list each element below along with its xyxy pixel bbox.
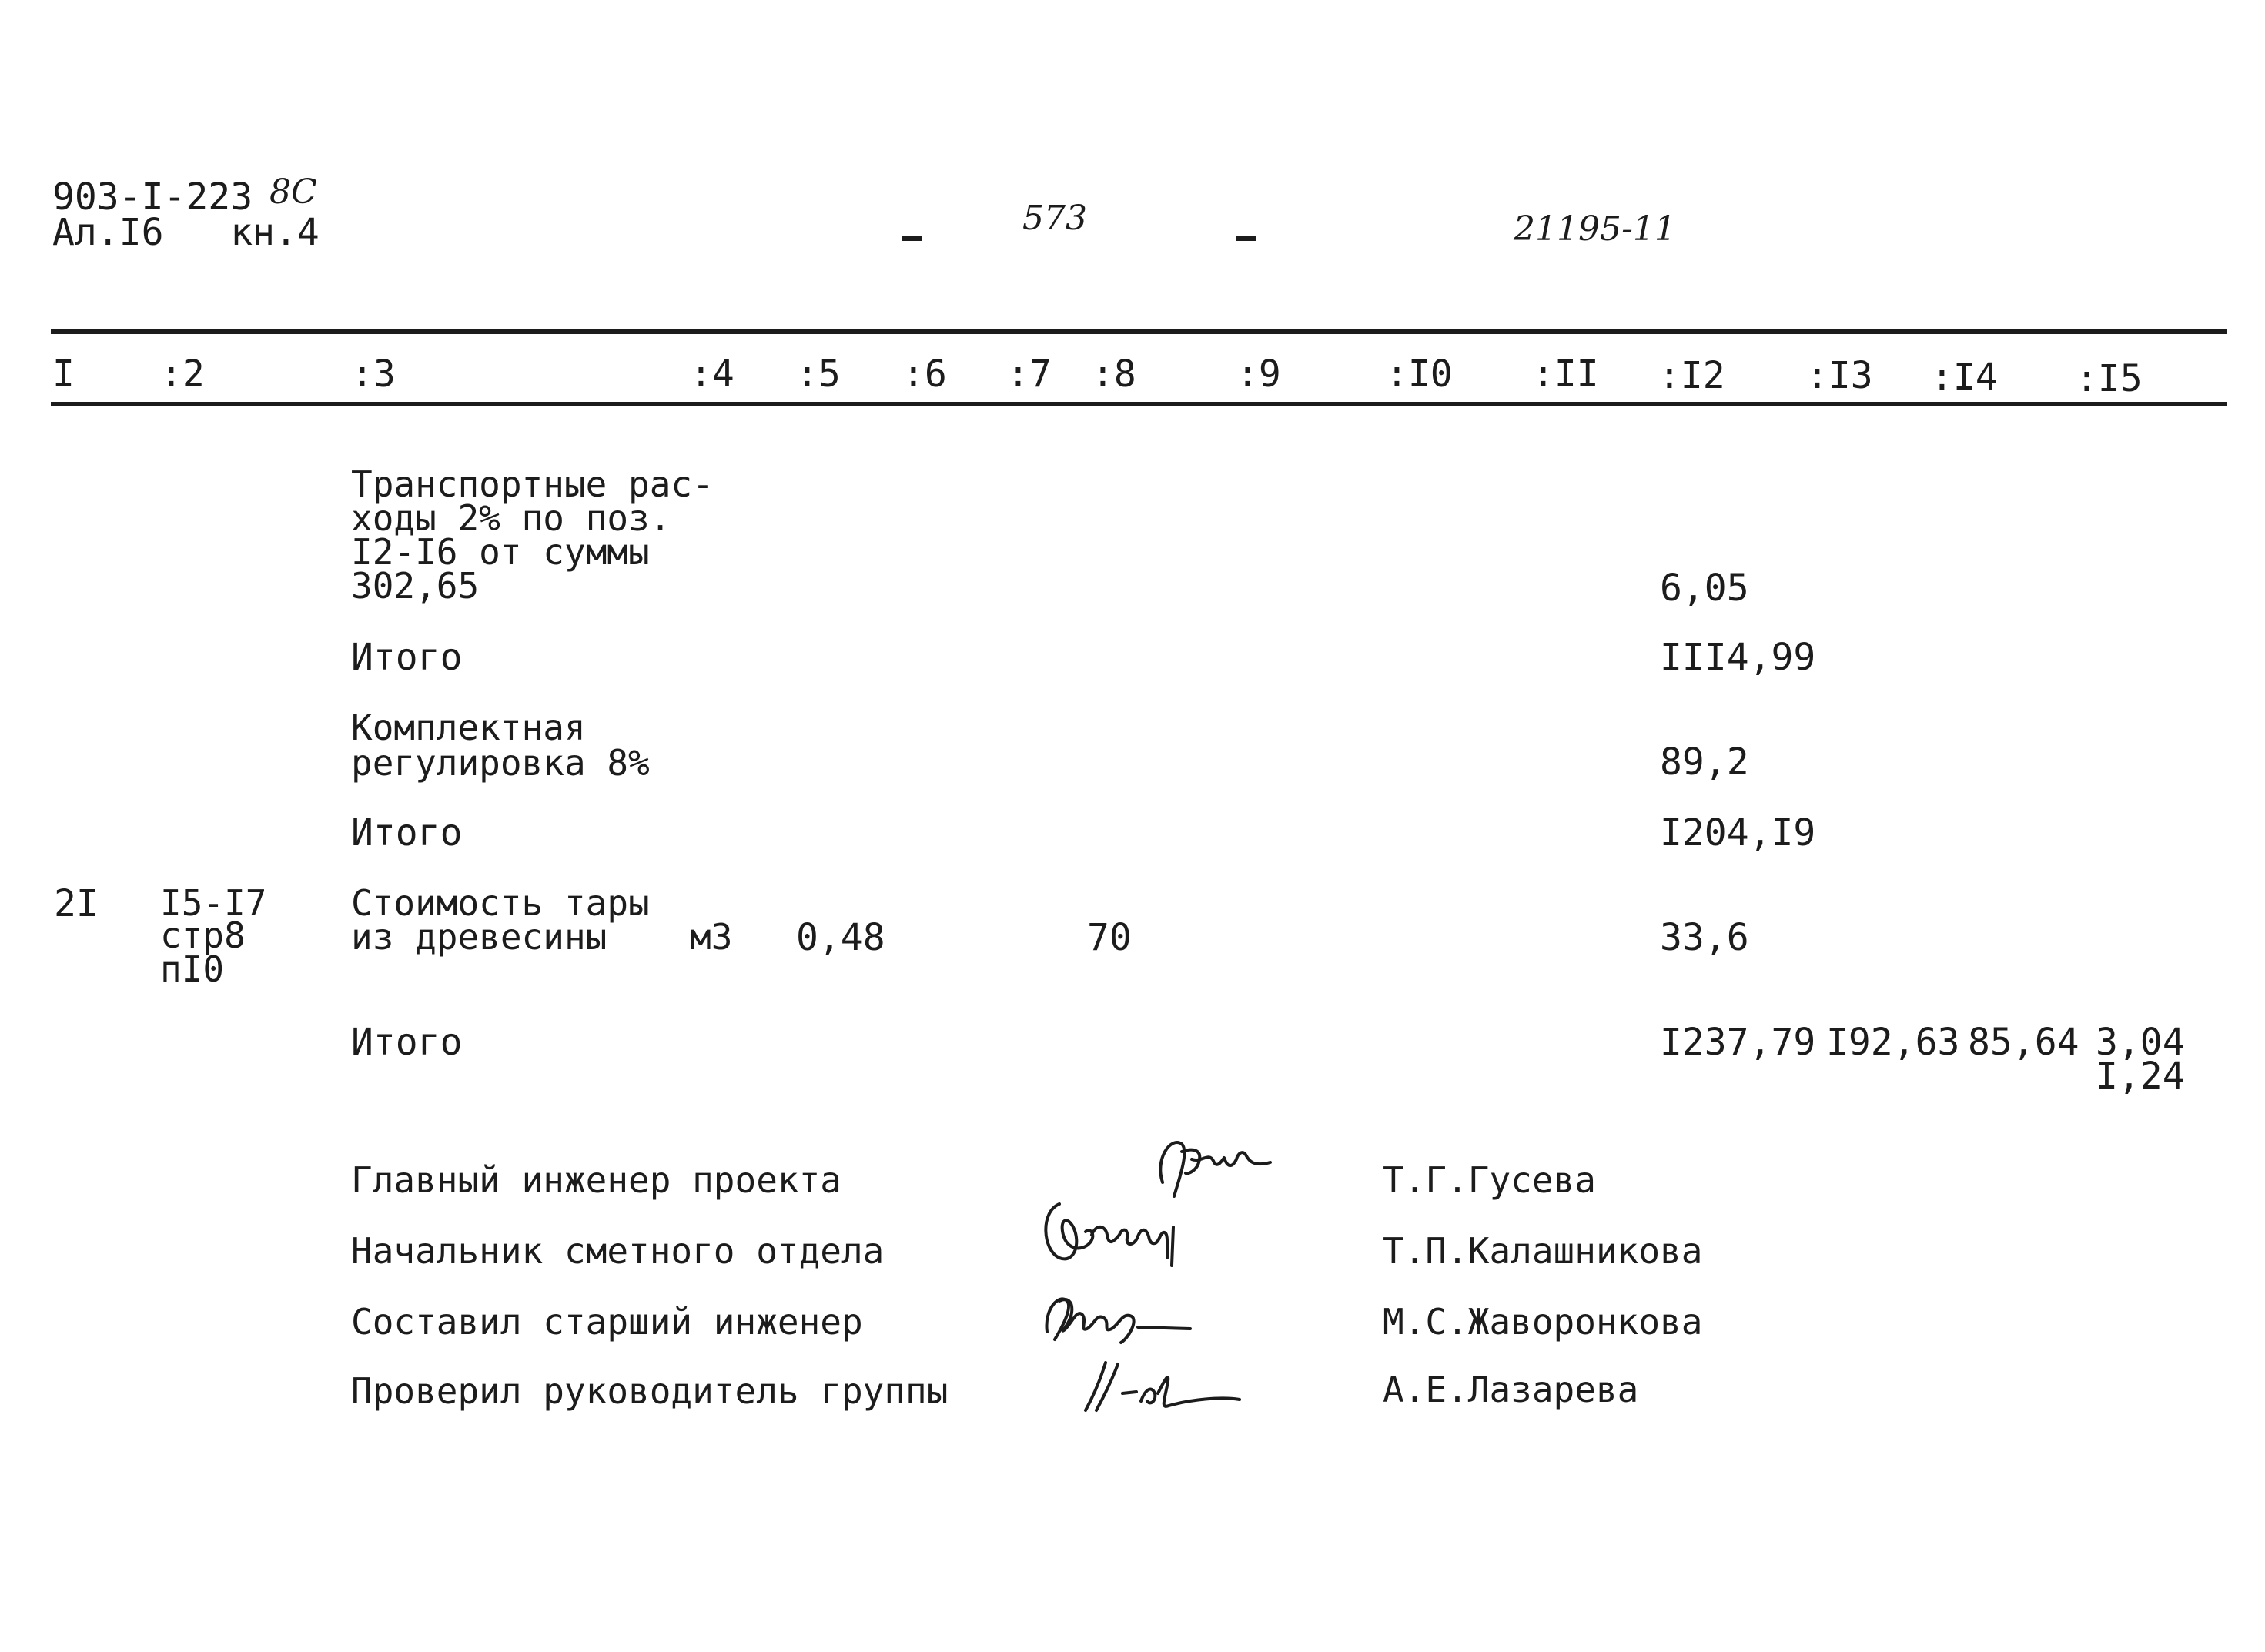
column-header: :3	[351, 353, 396, 396]
row-number: 2I	[54, 882, 99, 925]
row-reference-line: I5-I7	[160, 882, 267, 924]
document-number: 21195-11	[1514, 209, 1676, 249]
cell-col15-line: I,24	[2096, 1055, 2185, 1098]
signatory-name: Т.П.Калашникова	[1383, 1230, 1703, 1272]
signature-head-of-estimates	[1036, 1181, 1213, 1273]
column-header: :7	[1007, 353, 1052, 396]
signatory-role: Главный инженер проекта	[351, 1159, 841, 1201]
cell-price: 70	[1087, 916, 1132, 959]
album-book-reference: Ал.I6 кн.4	[52, 211, 320, 254]
cell-unit: м3	[690, 916, 733, 958]
signatory-name: М.С.Жаворонкова	[1383, 1301, 1703, 1343]
row-description-line: Транспортные рас-	[351, 463, 714, 505]
row-description-line: I2-I6 от суммы	[351, 531, 650, 573]
row-description-line: Комплектная	[351, 707, 586, 748]
column-header: :I3	[1806, 354, 1873, 397]
column-header: :2	[160, 353, 205, 396]
row-description-line: из древесины	[351, 916, 607, 958]
signatory-role: Составил старший инженер	[351, 1301, 863, 1343]
column-header: :I2	[1658, 354, 1725, 397]
column-header: :II	[1532, 353, 1599, 396]
header-bottom-rule	[51, 402, 2227, 406]
row-description-line: 302,65	[351, 565, 480, 607]
row-description-line: регулировка 8%	[351, 742, 650, 784]
cell-col14: 85,64	[1968, 1021, 2079, 1064]
header-dash-right	[1236, 236, 1256, 241]
page-number: 573	[1022, 199, 1087, 238]
column-header: :I4	[1931, 356, 1998, 399]
cell-col12: I237,79	[1660, 1021, 1816, 1064]
signatory-name: Т.Г.Гусева	[1383, 1159, 1596, 1201]
column-header: :I0	[1386, 353, 1453, 396]
document-code-handwritten-suffix: 8C	[269, 172, 317, 212]
column-header: :8	[1092, 353, 1136, 396]
column-header: :4	[690, 353, 734, 396]
cell-col12: III4,99	[1660, 636, 1816, 679]
cell-quantity: 0,48	[796, 916, 885, 959]
column-header: :9	[1236, 353, 1281, 396]
cell-col12: 6,05	[1660, 567, 1749, 610]
cell-col12: I204,I9	[1660, 811, 1816, 854]
signatory-role: Начальник сметного отдела	[351, 1230, 885, 1272]
column-header: :I5	[2076, 357, 2143, 400]
row-description-line: Стоимость тары	[351, 882, 650, 924]
header-dash-left	[902, 236, 922, 241]
column-header: :5	[796, 353, 841, 396]
cell-col12: 89,2	[1660, 741, 1749, 784]
row-reference-line: стр8	[160, 915, 246, 956]
row-reference-line: пI0	[160, 948, 225, 990]
row-description: Итого	[351, 811, 463, 854]
cell-col15-line: 3,04	[2096, 1021, 2185, 1064]
signature-senior-engineer	[1036, 1278, 1260, 1347]
row-description: Итого	[351, 636, 463, 679]
signatory-name: А.Е.Лазарева	[1383, 1369, 1639, 1410]
row-description: Итого	[351, 1021, 463, 1064]
top-rule	[51, 329, 2227, 334]
column-header: :6	[902, 353, 947, 396]
row-description-line: ходы 2% по поз.	[351, 497, 671, 539]
cell-col12: 33,6	[1660, 916, 1749, 959]
signature-group-leader	[1075, 1355, 1252, 1416]
document-code: 903-I-223	[52, 176, 253, 219]
column-header: I	[52, 353, 75, 396]
signatory-role: Проверил руководитель группы	[351, 1370, 948, 1412]
cell-col13: I92,63	[1826, 1021, 1960, 1064]
